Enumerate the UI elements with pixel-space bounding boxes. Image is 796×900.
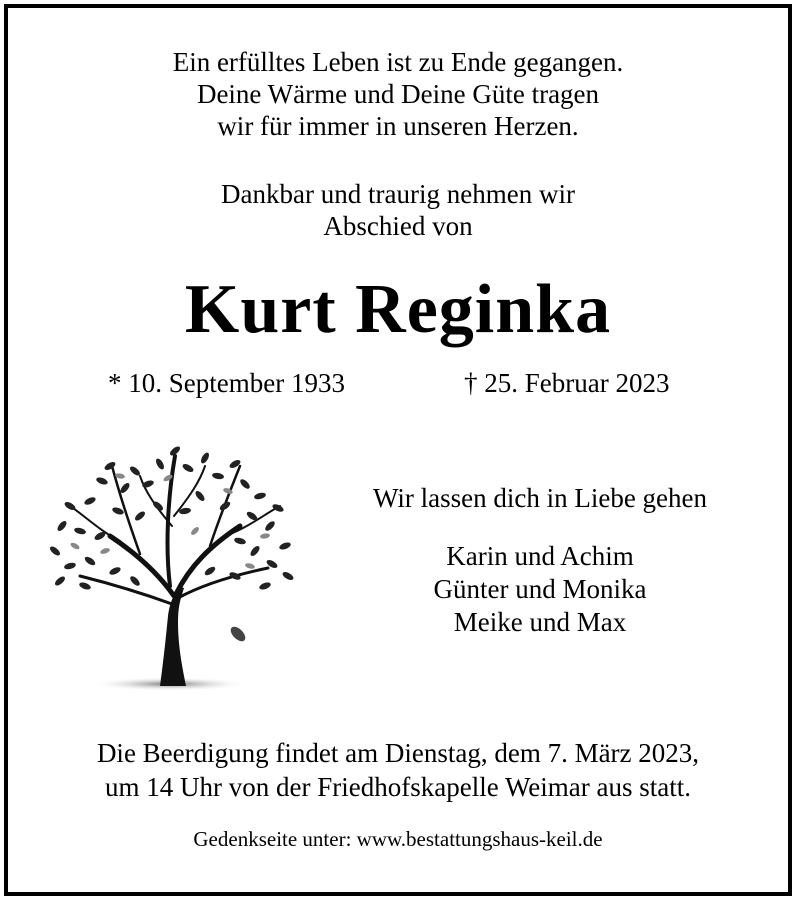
poem-line: wir für immer in unseren Herzen. [217, 111, 579, 141]
intro-line: Abschied von [323, 211, 473, 241]
poem [0, 46, 796, 142]
deceased-name: Kurt Reginka [184, 271, 612, 348]
mourner-name: Meike und Max [453, 607, 627, 637]
death-date: † 25. Februar 2023 [464, 368, 670, 398]
mourner-name: Karin und Achim [446, 541, 634, 571]
funeral-info [0, 736, 796, 804]
funeral-line: um 14 Uhr von der Friedhofskapelle Weimar aus statt. [105, 772, 691, 802]
intro-line: Dankbar und traurig nehmen wir [221, 179, 575, 209]
mourner-name: Günter und Monika [433, 574, 647, 604]
birth-date: * 10. September 1933 [108, 368, 345, 398]
intro-text [0, 178, 796, 242]
poem-line: Deine Wärme und Deine Güte tragen [196, 79, 600, 109]
tree-icon [40, 436, 300, 696]
funeral-line: Die Beerdigung findet am Dienstag, dem 7. März 2023, [96, 738, 700, 768]
memorial-website: Gedenkseite unter: www.bestattungshaus-keil.de [193, 827, 603, 851]
farewell-text: Wir lassen dich in Liebe gehen [372, 483, 708, 513]
mourners-list [350, 540, 730, 639]
poem-line: Ein erfülltes Leben ist zu Ende gegangen. [172, 47, 624, 77]
